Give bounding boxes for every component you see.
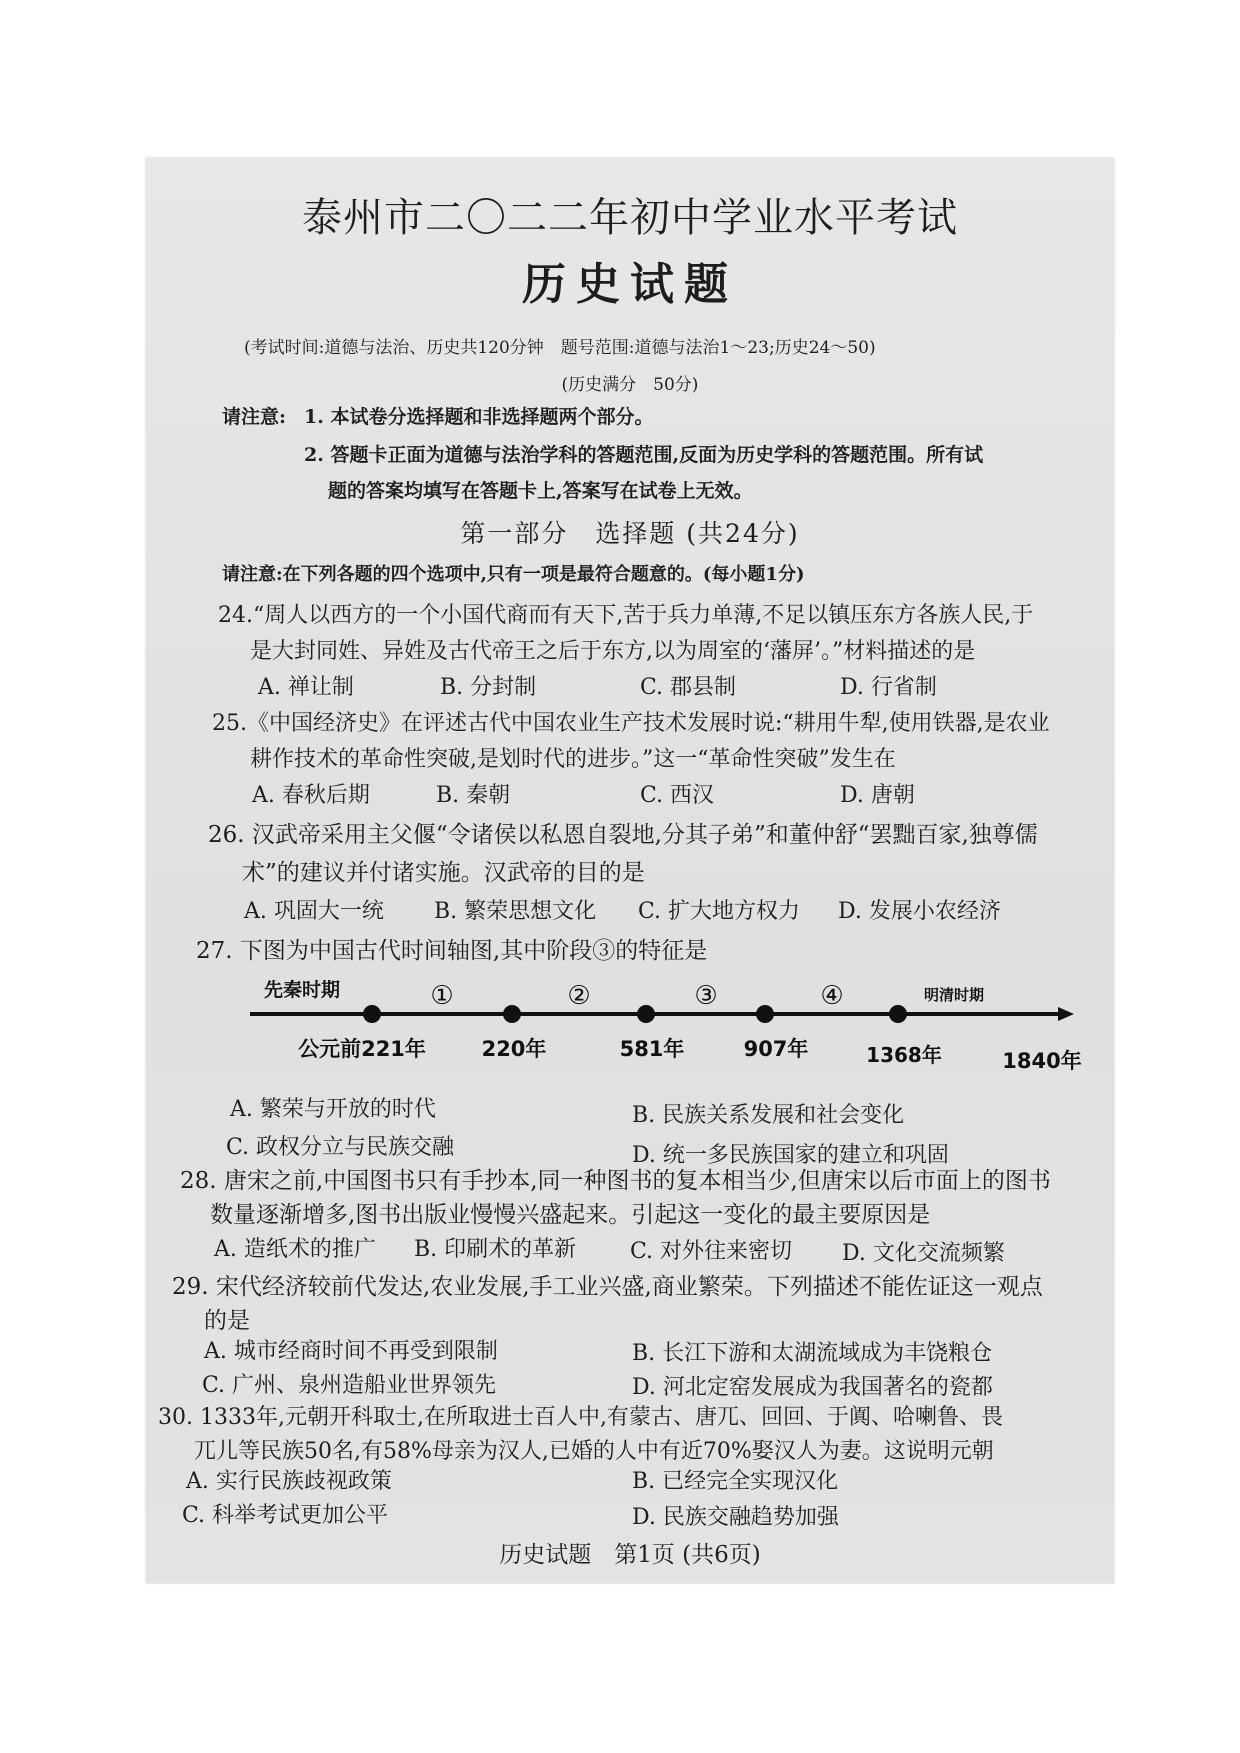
section-title: 第一部分 选择题 (共24分)	[460, 519, 800, 548]
q24-option-a: A. 禅让制	[258, 675, 354, 700]
q25-option-d: D. 唐朝	[840, 783, 915, 808]
q27-stem-line-1: 27. 下图为中国古代时间轴图,其中阶段③的特征是	[196, 938, 708, 964]
timeline-year-581: 581年	[619, 1037, 685, 1061]
q25-option-a: A. 春秋后期	[252, 783, 370, 808]
q29-stem-line-2: 的是	[204, 1308, 250, 1334]
score-info: (历史满分 50分)	[561, 375, 699, 395]
notes-item-1: 1. 本试卷分选择题和非选择题两个部分。	[304, 406, 654, 428]
q26-stem-line-2: 术”的建议并付诸实施。汉武帝的目的是	[242, 860, 645, 886]
q28-option-d: D. 文化交流频繁	[842, 1241, 1005, 1266]
exam-info: (考试时间:道德与法治、历史共120分钟 题号范围:道德与法治1～23;历史24～50)	[244, 338, 876, 358]
notes-item-2-line-1: 2. 答题卡正面为道德与法治学科的答题范围,反面为历史学科的答题范围。所有试	[304, 444, 984, 466]
section-instruction: 请注意:在下列各题的四个选项中,只有一项是最符合题意的。(每小题1分)	[222, 564, 805, 585]
exam-subtitle: 历史试题	[522, 259, 738, 310]
timeline-year-1840: 1840年	[1002, 1049, 1082, 1073]
q30-option-a: A. 实行民族歧视政策	[186, 1469, 392, 1494]
q26-stem-line-1: 26. 汉武帝采用主父偃“令诸侯以私恩自裂地,分其子弟”和董仲舒“罢黜百家,独尊儒	[208, 822, 1038, 848]
timeline-year-1368: 1368年	[866, 1043, 942, 1067]
timeline-end-label: 明清时期	[924, 986, 985, 1004]
q27-option-c: C. 政权分立与民族交融	[226, 1135, 455, 1160]
timeline-year-907: 907年	[743, 1037, 809, 1061]
q26-option-a: A. 巩固大一统	[244, 899, 384, 924]
q24-option-d: D. 行省制	[840, 675, 937, 700]
q24-option-c: C. 郡县制	[640, 675, 737, 700]
notes-label: 请注意:	[222, 406, 287, 428]
q26-option-b: B. 繁荣思想文化	[434, 899, 597, 924]
q29-option-a: A. 城市经商时间不再受到限制	[204, 1339, 498, 1364]
q27-option-b: B. 民族关系发展和社会变化	[632, 1103, 905, 1128]
q28-option-b: B. 印刷术的革新	[414, 1237, 577, 1262]
q30-option-block	[146, 158, 1114, 1583]
q30-option-c: C. 科举考试更加公平	[182, 1503, 389, 1528]
q28-stem-line-1: 28. 唐宋之前,中国图书只有手抄本,同一种图书的复本相当少,但唐宋以后市面上的图书	[180, 1168, 1051, 1194]
q25-stem-line-1: 25.《中国经济史》在评述古代中国农业生产技术发展时说:“耕用牛犁,使用铁器,是农业	[212, 711, 1050, 736]
q30-option-d: D. 民族交融趋势加强	[632, 1505, 839, 1530]
q24-stem-line-2: 是大封同姓、异姓及古代帝王之后于东方,以为周室的‘藩屏’。”材料描述的是	[250, 639, 976, 664]
q25-option-c: C. 西汉	[640, 783, 715, 808]
q25-option-b: B. 秦朝	[436, 783, 511, 808]
q28-stem-line-2: 数量逐渐增多,图书出版业慢慢兴盛起来。引起这一变化的最主要原因是	[210, 1202, 931, 1228]
q26-option-d: D. 发展小农经济	[838, 899, 1001, 924]
timeline-year-220: 220年	[481, 1037, 547, 1061]
q29-option-b: B. 长江下游和太湖流域成为丰饶粮仓	[632, 1341, 993, 1366]
timeline-stage-4: ④	[820, 981, 844, 1011]
q29-option-c: C. 广州、泉州造船业世界领先	[202, 1373, 497, 1398]
q25-stem-line-2: 耕作技术的革命性突破,是划时代的进步。”这一“革命性突破”发生在	[250, 747, 896, 772]
q24-stem-line-1: 24.“周人以西方的一个小国代商而有天下,苦于兵力单薄,不足以镇压东方各族人民,于	[218, 603, 1034, 628]
q30-stem-line-1: 30. 1333年,元朝开科取士,在所取进士百人中,有蒙古、唐兀、回回、于阗、哈喇鲁、畏	[158, 1405, 1003, 1430]
q24-option-b: B. 分封制	[440, 675, 537, 700]
q26-option-c: C. 扩大地方权力	[638, 899, 801, 924]
q28-option-a: A. 造纸术的推广	[214, 1237, 376, 1262]
q29-stem-line-1: 29. 宋代经济较前代发达,农业发展,手工业兴盛,商业繁荣。下列描述不能佐证这一观点	[172, 1274, 1043, 1300]
q30-stem-line-2: 兀儿等民族50名,有58%母亲为汉人,已婚的人中有近70%娶汉人为妻。这说明元朝	[194, 1439, 994, 1464]
q28-option-c: C. 对外往来密切	[630, 1239, 793, 1264]
exam-title: 泰州市二〇二二年初中学业水平考试	[302, 195, 958, 241]
q29-option-d: D. 河北定窑发展成为我国著名的瓷都	[632, 1375, 993, 1400]
timeline-stage-3: ③	[694, 981, 718, 1011]
q30-option-b: B. 已经完全实现汉化	[632, 1469, 839, 1494]
notes-item-2-line-2: 题的答案均填写在答题卡上,答案写在试卷上无效。	[328, 480, 753, 502]
page-footer: 历史试题 第1页 (共6页)	[499, 1542, 761, 1568]
q27-option-a: A. 繁荣与开放的时代	[230, 1097, 436, 1122]
timeline-start-label: 先秦时期	[264, 979, 341, 1001]
timeline-stage-1: ①	[430, 981, 454, 1011]
timeline-stage-2: ②	[567, 981, 591, 1011]
timeline-year-221bc: 公元前221年	[298, 1037, 426, 1061]
q27-option-d: D. 统一多民族国家的建立和巩固	[632, 1143, 949, 1168]
